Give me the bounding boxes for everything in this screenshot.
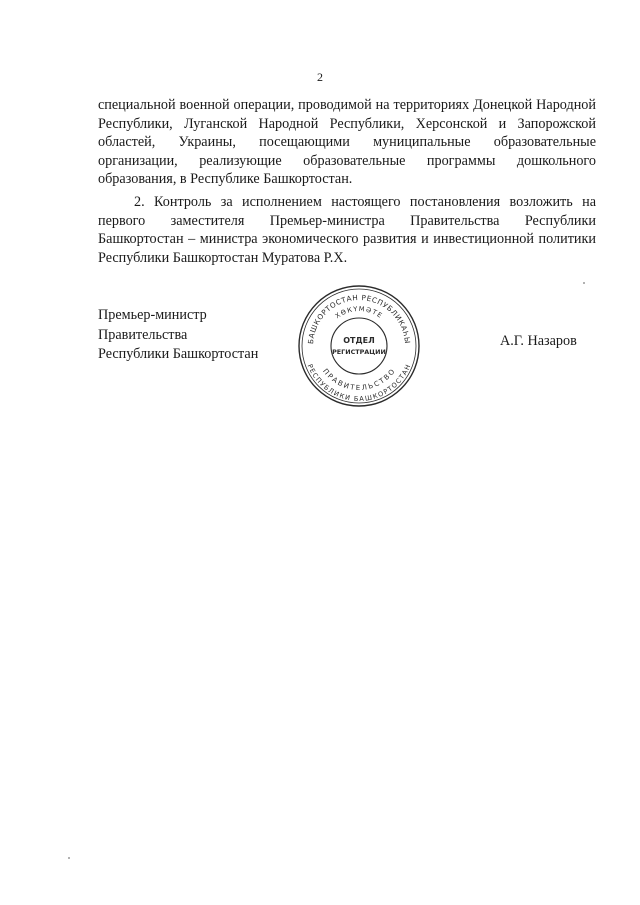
stamp-arc-top: БАШКОРТОСТАН РЕСПУБЛИКАҺЫ [305,292,413,345]
stamp-inner-ring [331,318,387,374]
signatory-title-line: Правительства [98,326,188,343]
stamp-arc-top-inner: ХӨКҮМӘТЕ [333,304,385,321]
paragraph-continuation: специальной военной операции, проводимой на территориях Донецкой Народной Республики, Луганской Народной Республики, Херсонской и Запорожской областей, Украины, посещающими муниципальные образовательные организации, реализующие образовательные программы дошкольного образования, в Республике Башкортостан. [98,97,596,188]
stamp-seal [296,283,422,409]
paragraph-2: 2. Контроль за исполнением настоящего постановления возложить на первого заместителя Премьер-министра Правительства Республики Башкортостан – министра экономического развития и инвестиционной политики Республики Башкортостан Муратова Р.Х. [98,193,596,266]
stamp-center-line-1: ОТДЕЛ [343,336,375,345]
page-number: 2 [317,70,323,84]
scan-speck [583,282,585,284]
scan-speck [68,857,70,859]
stamp-arc-bottom: РЕСПУБЛИКИ БАШКОРТОСТАН [305,362,413,404]
registration-stamp [296,283,422,409]
signatory-title-line: Премьер-министр [98,307,207,323]
signatory-title [98,306,258,365]
signatory-title-line: Республики Башкортостан [98,346,259,362]
document-body [98,96,596,267]
stamp-arc-bottom-inner: ПРАВИТЕЛЬСТВО [321,367,397,393]
signatory-name: А.Г. Назаров [500,333,577,349]
stamp-center-line-2: РЕГИСТРАЦИИ [332,348,386,356]
